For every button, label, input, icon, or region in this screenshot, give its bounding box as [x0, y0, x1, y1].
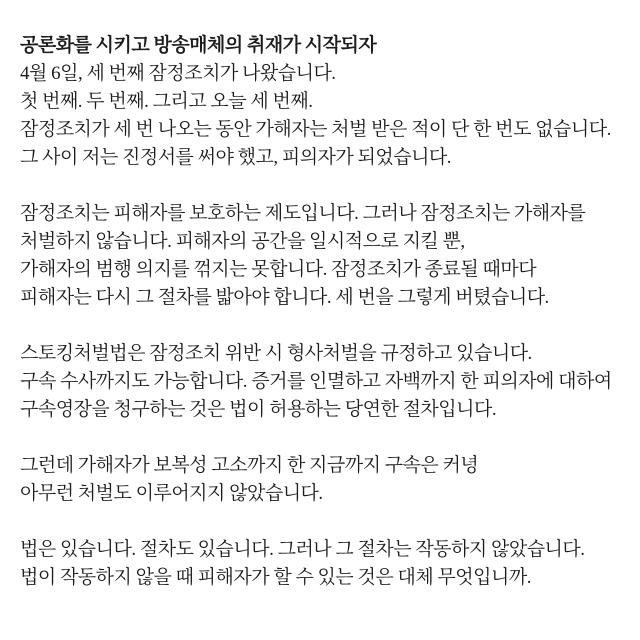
paragraph-protective-order	[20, 200, 630, 312]
text-line: 잠정조치가 세 번 나오는 동안 가해자는 처벌 받은 적이 단 한 번도 없습니다.	[20, 119, 611, 140]
text-line: 그 사이 저는 진정서를 써야 했고, 피의자가 되었습니다.	[20, 147, 452, 168]
paragraph-conclusion	[20, 536, 630, 592]
paragraph-intro	[20, 32, 630, 172]
paragraph-no-punishment	[20, 452, 630, 508]
text-line: 잠정조치는 피해자를 보호하는 제도입니다. 그러나 잠정조치는 가해자를	[20, 203, 586, 224]
text-line: 구속영장을 청구하는 것은 법이 허용하는 당연한 절차입니다.	[20, 399, 497, 420]
text-line: 스토킹처벌법은 잠정조치 위반 시 형사처벌을 규정하고 있습니다.	[20, 343, 532, 364]
paragraph-stalking-law	[20, 340, 630, 424]
text-line: 법이 작동하지 않을 때 피해자가 할 수 있는 것은 대체 무엇입니까.	[20, 567, 531, 588]
text-line: 아무런 처벌도 이루어지지 않았습니다.	[20, 483, 323, 504]
text-line: 피해자는 다시 그 절차를 밟아야 합니다. 세 번을 그렇게 버텼습니다.	[20, 287, 549, 308]
heading-line: 공론화를 시키고 방송매체의 취재가 시작되자	[20, 35, 377, 56]
text-line: 그런데 가해자가 보복성 고소까지 한 지금까지 구속은 커녕	[20, 455, 479, 476]
text-line: 법은 있습니다. 절차도 있습니다. 그러나 그 절차는 작동하지 않았습니다.	[20, 539, 585, 560]
text-line: 구속 수사까지도 가능합니다. 증거를 인멸하고 자백까지 한 피의자에 대하여	[20, 371, 612, 392]
text-line: 가해자의 범행 의지를 꺾지는 못합니다. 잠정조치가 종료될 때마다	[20, 259, 537, 280]
text-line: 처벌하지 않습니다. 피해자의 공간을 일시적으로 지킬 뿐,	[20, 231, 465, 252]
text-line: 첫 번째. 두 번째. 그리고 오늘 세 번째.	[20, 91, 313, 112]
text-line: 4월 6일, 세 번째 잠정조치가 나왔습니다.	[20, 63, 336, 84]
